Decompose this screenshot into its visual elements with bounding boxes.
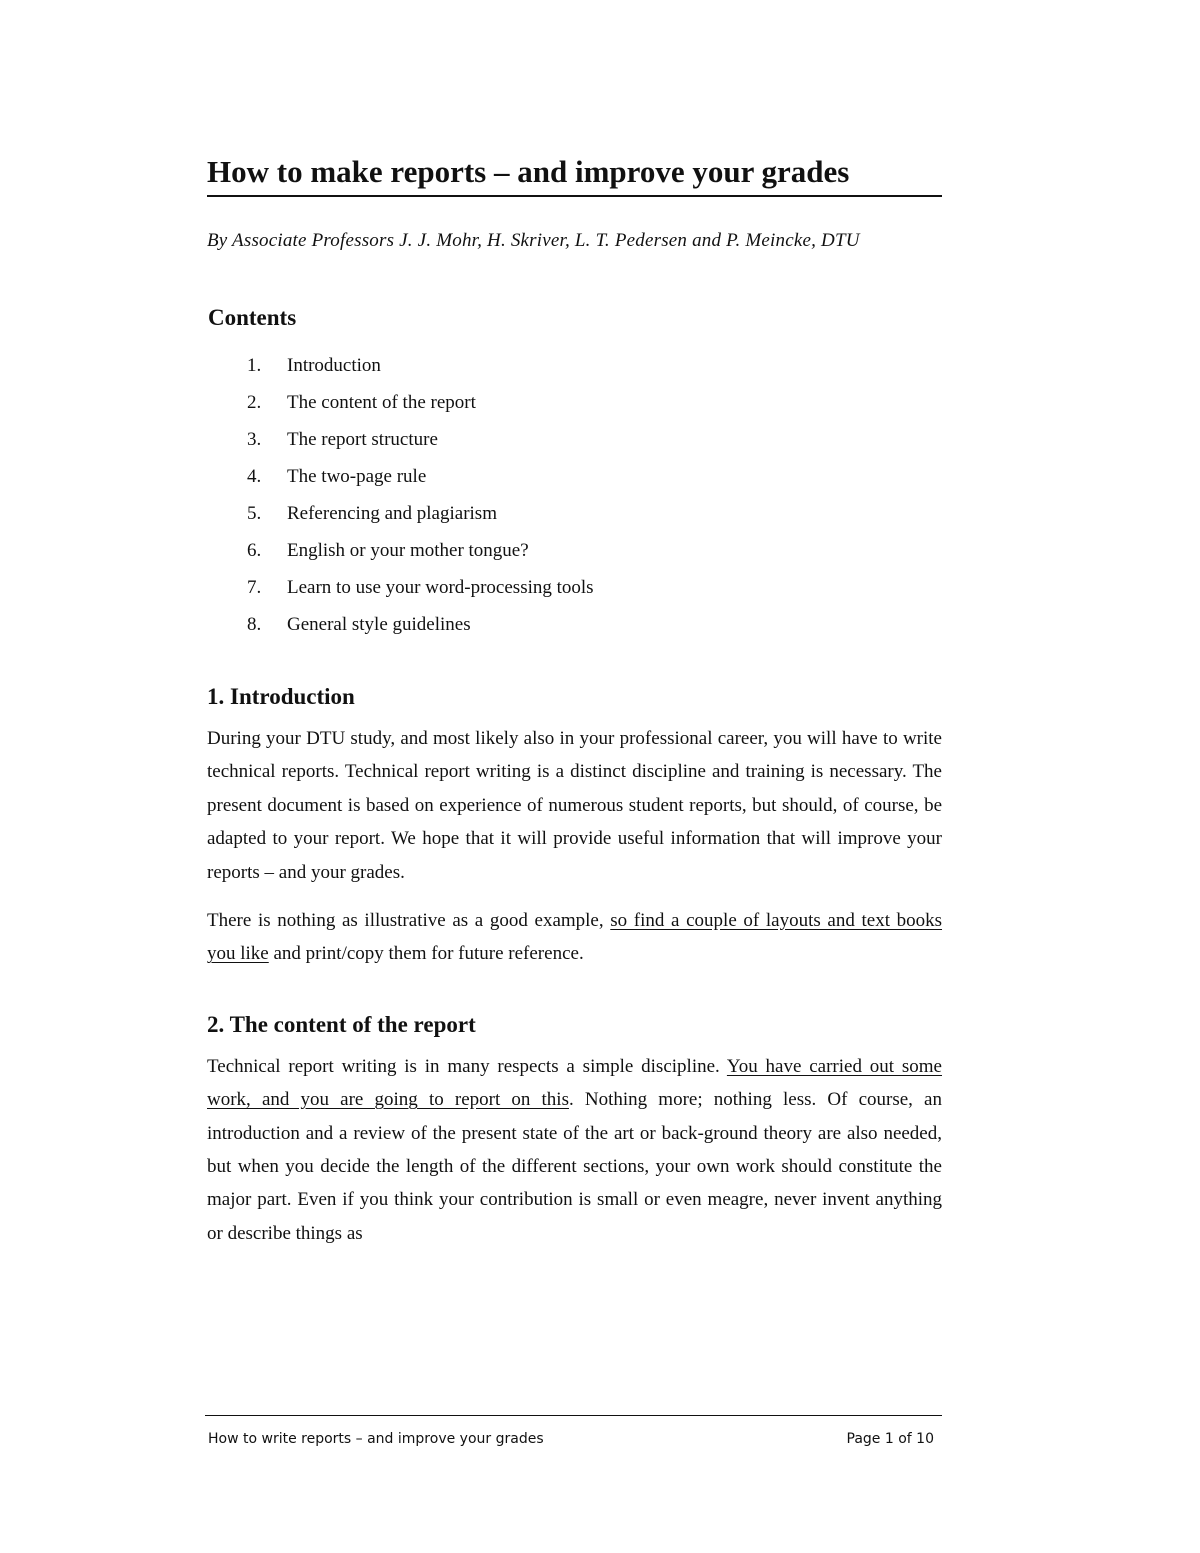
toc-label: The report structure (287, 429, 438, 450)
toc-item (207, 606, 942, 643)
underlined-text: so find a couple of layouts and text books you like (207, 910, 943, 965)
page-footer (205, 1415, 942, 1449)
toc-number: 2. (247, 392, 262, 413)
footer-title: How to write reports – and improve your grades (208, 1431, 544, 1447)
toc-item (207, 384, 942, 421)
toc-item (207, 532, 942, 569)
section-heading-content-of-report: 2. The content of the report (207, 1011, 476, 1037)
toc-number: 5. (247, 503, 262, 524)
toc-label: Introduction (287, 355, 381, 376)
page-number: Page 1 of 10 (846, 1431, 934, 1447)
toc-label: English or your mother tongue? (287, 540, 529, 561)
section-heading-introduction: 1. Introduction (207, 684, 355, 709)
paragraph (207, 1050, 942, 1250)
toc-number: 1. (247, 355, 262, 376)
paragraph (207, 904, 942, 971)
toc-label: The two-page rule (287, 466, 427, 487)
toc-item (207, 569, 942, 606)
page-body (207, 150, 942, 1250)
paragraph-text: Technical report writing is in many respects a simple discipline. (207, 1055, 727, 1077)
toc-item (207, 495, 942, 532)
toc-label: General style guidelines (287, 614, 471, 635)
contents-heading: Contents (208, 305, 297, 330)
toc-number: 6. (247, 540, 262, 561)
toc-number: 4. (247, 466, 262, 487)
toc-item (207, 421, 942, 458)
toc-item (207, 347, 942, 384)
table-of-contents (207, 347, 942, 643)
toc-label: The content of the report (287, 392, 476, 413)
paragraph-text: . Nothing more; nothing less. Of course, an introduction and a review of the present state of the art or back-ground theory are also needed, but when you decide the length of the different sections, your own work should constitute the major part. Even if you think your contribution is small or even meagre, never invent anything or describe things as (207, 1089, 942, 1244)
toc-number: 8. (247, 614, 262, 635)
toc-number: 3. (247, 429, 262, 450)
toc-label: Referencing and plagiarism (287, 503, 497, 524)
paragraph-text: There is nothing as illustrative as a good example, (207, 910, 611, 932)
underlined-text: You have carried out some work, and you are going to report on this (207, 1055, 942, 1111)
document-title: How to make reports – and improve your grades (207, 150, 942, 197)
toc-item (207, 458, 942, 495)
paragraph: During your DTU study, and most likely also in your professional career, you will have to write technical reports. Technical report writing is a distinct discipline and training is necessary. The present document is based on experience of numerous student reports, but should, of course, be adapted to your report. We hope that it will provide useful information that will improve your reports – and your grades. (207, 728, 942, 883)
author-line: By Associate Professors J. J. Mohr, H. Skriver, L. T. Pedersen and P. Meincke, DTU (207, 230, 860, 251)
toc-number: 7. (247, 577, 262, 598)
toc-label: Learn to use your word-processing tools (287, 577, 594, 598)
paragraph-text: and print/copy them for future reference. (268, 943, 584, 965)
